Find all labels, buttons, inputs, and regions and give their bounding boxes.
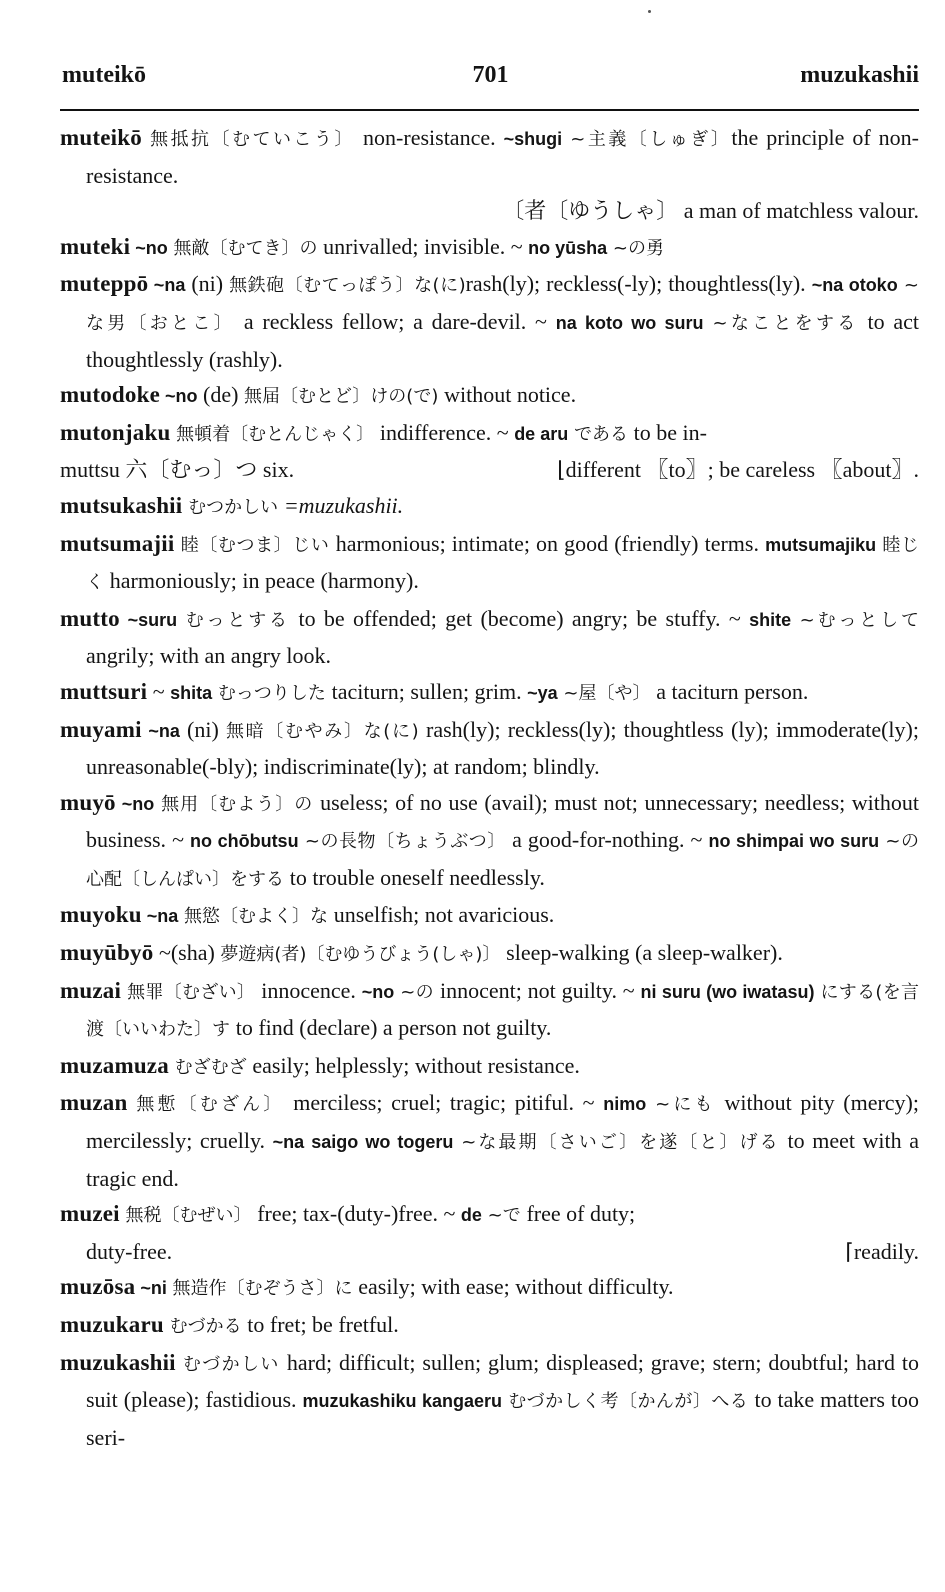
headword: mutsukashii (60, 492, 183, 518)
japanese-text: 無抵抗〔むていこう〕 (141, 129, 364, 150)
japanese-text: 無届〔むとど〕けの(で) (243, 386, 445, 408)
definition-text: easily; helplessly; without resistance. (252, 1052, 580, 1078)
romaji-subentry: ~shugi (503, 129, 563, 149)
headword: muzōsa (60, 1274, 136, 1300)
dictionary-entry (60, 973, 919, 1048)
speck (648, 10, 651, 13)
continuation-left: muttsu 六〔むっ〕つ six. (60, 457, 295, 483)
headword: muttsuri (60, 678, 148, 704)
dictionary-entry (60, 935, 919, 973)
romaji-subentry: ~na otoko (811, 275, 898, 296)
continuation-right: ⌊different 〖to〗; be careless 〖about〗. (557, 457, 919, 483)
definition-text: the principle of non-resistance. (86, 125, 920, 188)
definition-text: ~(sha) (153, 940, 221, 966)
running-header (62, 62, 919, 102)
romaji-subentry: ~no (160, 386, 198, 407)
dictionary-entry (60, 266, 919, 377)
japanese-text: むざむざ (168, 1056, 253, 1078)
japanese-text: 無造作〔むぞうさ〕に (166, 1278, 359, 1300)
headword: muzan (60, 1090, 128, 1116)
headword: mutodoke (60, 382, 161, 408)
dictionary-entry (60, 1085, 919, 1196)
japanese-text: むつかしい (182, 496, 284, 518)
headword: muyami (60, 716, 142, 742)
definition-text: to meet with a tragic end. (86, 1128, 919, 1191)
japanese-text: 無暗〔むやみ〕な(に) (225, 720, 427, 742)
japanese-text: むづかしく考〔かんが〕へる (502, 1391, 755, 1413)
definition-text: (de) (197, 382, 244, 408)
japanese-text: にする(を言渡〔いいわた〕す (86, 981, 920, 1041)
headword: muteikō (60, 125, 142, 150)
dictionary-entry (60, 1345, 919, 1456)
dictionary-entry (60, 1307, 919, 1345)
headword: muzukaru (60, 1312, 164, 1337)
definition-text: merciless; cruel; tragic; pitiful. ~ (293, 1090, 604, 1116)
definition-text: innocent; not guilty. ~ (440, 977, 641, 1003)
romaji-subentry: na koto wo suru (555, 312, 704, 333)
dictionary-entry (60, 897, 919, 935)
romaji-subentry: no yūsha (528, 237, 608, 258)
dictionary-entry (60, 488, 919, 526)
definition-text: a good-for-nothing. ~ (512, 827, 709, 853)
definition-text: sleep-walking (a sleep-walker). (506, 940, 783, 966)
japanese-text: ~な男〔おとこ〕 (86, 275, 920, 334)
headword: muzai (60, 977, 122, 1003)
definition-text: hard; difficult; sullen; glum; displeased; grave; stern; doubtful; hard to suit (please); fastidious. (86, 1349, 920, 1413)
dictionary-entry (60, 1196, 919, 1234)
japanese-text: である (568, 423, 634, 445)
definition-text: a taciturn person. (656, 678, 809, 704)
japanese-text: 無慙〔むざん〕 (127, 1094, 294, 1116)
japanese-text: むっとする (177, 609, 299, 631)
definition-text: to trouble oneself needlessly. (289, 864, 545, 890)
definition-text: easily; with ease; without difficulty. (358, 1274, 674, 1300)
romaji-subentry: no shimpai wo suru (708, 831, 880, 852)
definition-text: angrily; with an angry look. (86, 643, 332, 669)
definition-text: (ni) (185, 271, 230, 297)
definition-text: unselfish; not avaricious. (333, 902, 555, 928)
japanese-text: ~主義〔しゅぎ〕 (562, 129, 732, 150)
headword: muyoku (60, 902, 142, 928)
japanese-text: 無用〔むよう〕の (154, 793, 321, 815)
japanese-text: ~の心配〔しんぱい〕をする (86, 831, 920, 890)
romaji-subentry: mutsumajiku (765, 534, 877, 555)
continuation-line (60, 1234, 919, 1270)
romaji-subentry: ~na (148, 275, 186, 296)
japanese-text: ~の勇 (607, 237, 664, 259)
definition-text: to be in- (633, 419, 707, 445)
definition-text: rash(ly); reckless(-ly); thoughtless(ly). (465, 271, 812, 297)
definition-text: ~ (147, 678, 171, 704)
japanese-text: 無頓着〔むとんじゃく〕 (170, 423, 380, 445)
dictionary-entry (60, 120, 919, 193)
definition-text: (ni) (179, 716, 226, 742)
dictionary-entry (60, 712, 919, 785)
dictionary-entry (60, 1048, 919, 1086)
japanese-text: ~の長物〔ちょうぶつ〕 (298, 831, 513, 853)
japanese-text: むづかしい (175, 1353, 287, 1375)
continuation-left: duty-free. (86, 1238, 173, 1264)
definition-text: innocence. (261, 977, 362, 1003)
romaji-subentry: ~ni (135, 1278, 167, 1299)
japanese-text: ~なことをする (703, 312, 868, 334)
dictionary-entry (60, 526, 919, 601)
romaji-subentry: shite (749, 609, 792, 630)
japanese-text: ~の (394, 981, 440, 1003)
japanese-text: むづかる (163, 1316, 248, 1337)
romaji-subentry: ~ya (527, 682, 558, 703)
romaji-subentry: ~no (130, 237, 168, 258)
romaji-subentry: nimo (603, 1094, 647, 1115)
romaji-subentry: ~no (115, 793, 155, 814)
japanese-text: 睦〔むつま〕じい (174, 534, 336, 556)
definition-text: harmoniously; in peace (harmony). (109, 568, 419, 594)
japanese-text: 無税〔むぜい〕 (119, 1205, 258, 1227)
romaji-subentry: no chōbutsu (190, 831, 299, 852)
romaji-subentry: shita (170, 682, 213, 703)
definition-text: taciturn; sullen; grim. (331, 678, 528, 704)
romaji-subentry: ~na (141, 906, 179, 927)
headword: muteki (60, 233, 131, 259)
definition-text: harmonious; intimate; on good (friendly) terms. (335, 530, 766, 556)
definition-text: without pity (mercy); mercilessly; cruelly. (86, 1090, 919, 1154)
romaji-subentry: ~na (141, 720, 180, 741)
japanese-text: 無鉄砲〔むてっぽう〕な(に) (229, 275, 466, 297)
header-first-word: muteikō (62, 62, 146, 88)
dictionary-entry (60, 674, 919, 712)
headword: muteppō (60, 271, 149, 297)
dictionary-entry (60, 1269, 919, 1307)
definition-text: to act thoughtlessly (rashly). (86, 308, 919, 372)
japanese-text: ~で (481, 1205, 527, 1227)
definition-text: to find (declare) a person not guilty. (235, 1015, 552, 1041)
definition-text: without notice. (444, 382, 577, 408)
dictionary-entry (60, 377, 919, 415)
entry-list (60, 120, 919, 1455)
headword: mutonjaku (60, 419, 171, 445)
headword: muzei (60, 1201, 120, 1227)
cross-reference: =muzukashii. (283, 492, 404, 518)
headword: muzamuza (60, 1052, 169, 1078)
headword: muzukashii (60, 1349, 176, 1375)
romaji-subentry: ~suru (119, 609, 178, 630)
definition-text: to fret; be fretful. (247, 1312, 399, 1337)
definition-text: unrivalled; invisible. ~ (323, 233, 529, 259)
dictionary-entry (60, 415, 919, 453)
definition-text: indifference. ~ (379, 419, 515, 445)
definition-text: a reckless fellow; a dare-devil. ~ (243, 308, 556, 334)
japanese-text: ~屋〔や〕 (557, 682, 657, 704)
romaji-subentry: de (460, 1205, 482, 1226)
japanese-text: ~な最期〔さいご〕を遂〔と〕げる (453, 1132, 788, 1154)
definition-text: free; tax-(duty-)free. ~ (257, 1201, 461, 1227)
definition-text: useless; of no use (avail); must not; unnecessary; needless; without business. ~ (86, 789, 919, 853)
headword: mutto (60, 605, 120, 631)
continuation-line (60, 193, 919, 229)
romaji-subentry: de aru (514, 423, 569, 444)
japanese-text: ~にも (646, 1094, 725, 1116)
dictionary-entry (60, 229, 919, 267)
japanese-text: 無罪〔むざい〕 (121, 981, 262, 1003)
japanese-text: 睦じく (86, 534, 919, 594)
definition-text: free of duty; (526, 1201, 636, 1227)
japanese-text: 夢遊病(者)〔むゆうびょう(しゃ)〕 (220, 944, 507, 966)
japanese-text: ~むっとして (791, 609, 919, 631)
dictionary-entry (60, 785, 919, 898)
continuation-line (60, 452, 919, 488)
headword: mutsumajii (60, 530, 175, 556)
page-number: 701 (472, 62, 509, 88)
definition-text: rash(ly); reckless(ly); thoughtless (ly); immoderate(ly); unreasonable(-bly); indiscriminate(ly); at random; blindly. (86, 716, 919, 780)
definition-text: non-resistance. (363, 125, 504, 150)
continuation-right: ⌈readily. (845, 1238, 919, 1264)
headword: muyō (60, 789, 116, 815)
romaji-subentry: ni suru (wo iwatasu) (640, 981, 815, 1002)
romaji-subentry: muzukashiku kangaeru (302, 1391, 503, 1412)
header-last-word: muzukashii (800, 62, 919, 88)
continuation-right: 〔者〔ゆうしゃ〕 a man of matchless valour. (502, 198, 919, 224)
japanese-text: むっつりした (212, 682, 332, 704)
japanese-text: 無敵〔むてき〕の (167, 237, 324, 259)
romaji-subentry: ~na saigo wo togeru (272, 1132, 454, 1153)
header-rule (60, 109, 919, 111)
romaji-subentry: ~no (361, 981, 395, 1002)
definition-text: to be offended; get (become) angry; be stuffy. ~ (298, 605, 750, 631)
headword: muyūbyō (60, 940, 154, 966)
definition-text: to take matters too seri- (86, 1387, 919, 1450)
dictionary-entry (60, 601, 919, 674)
japanese-text: 無慾〔むよく〕な (178, 906, 334, 928)
